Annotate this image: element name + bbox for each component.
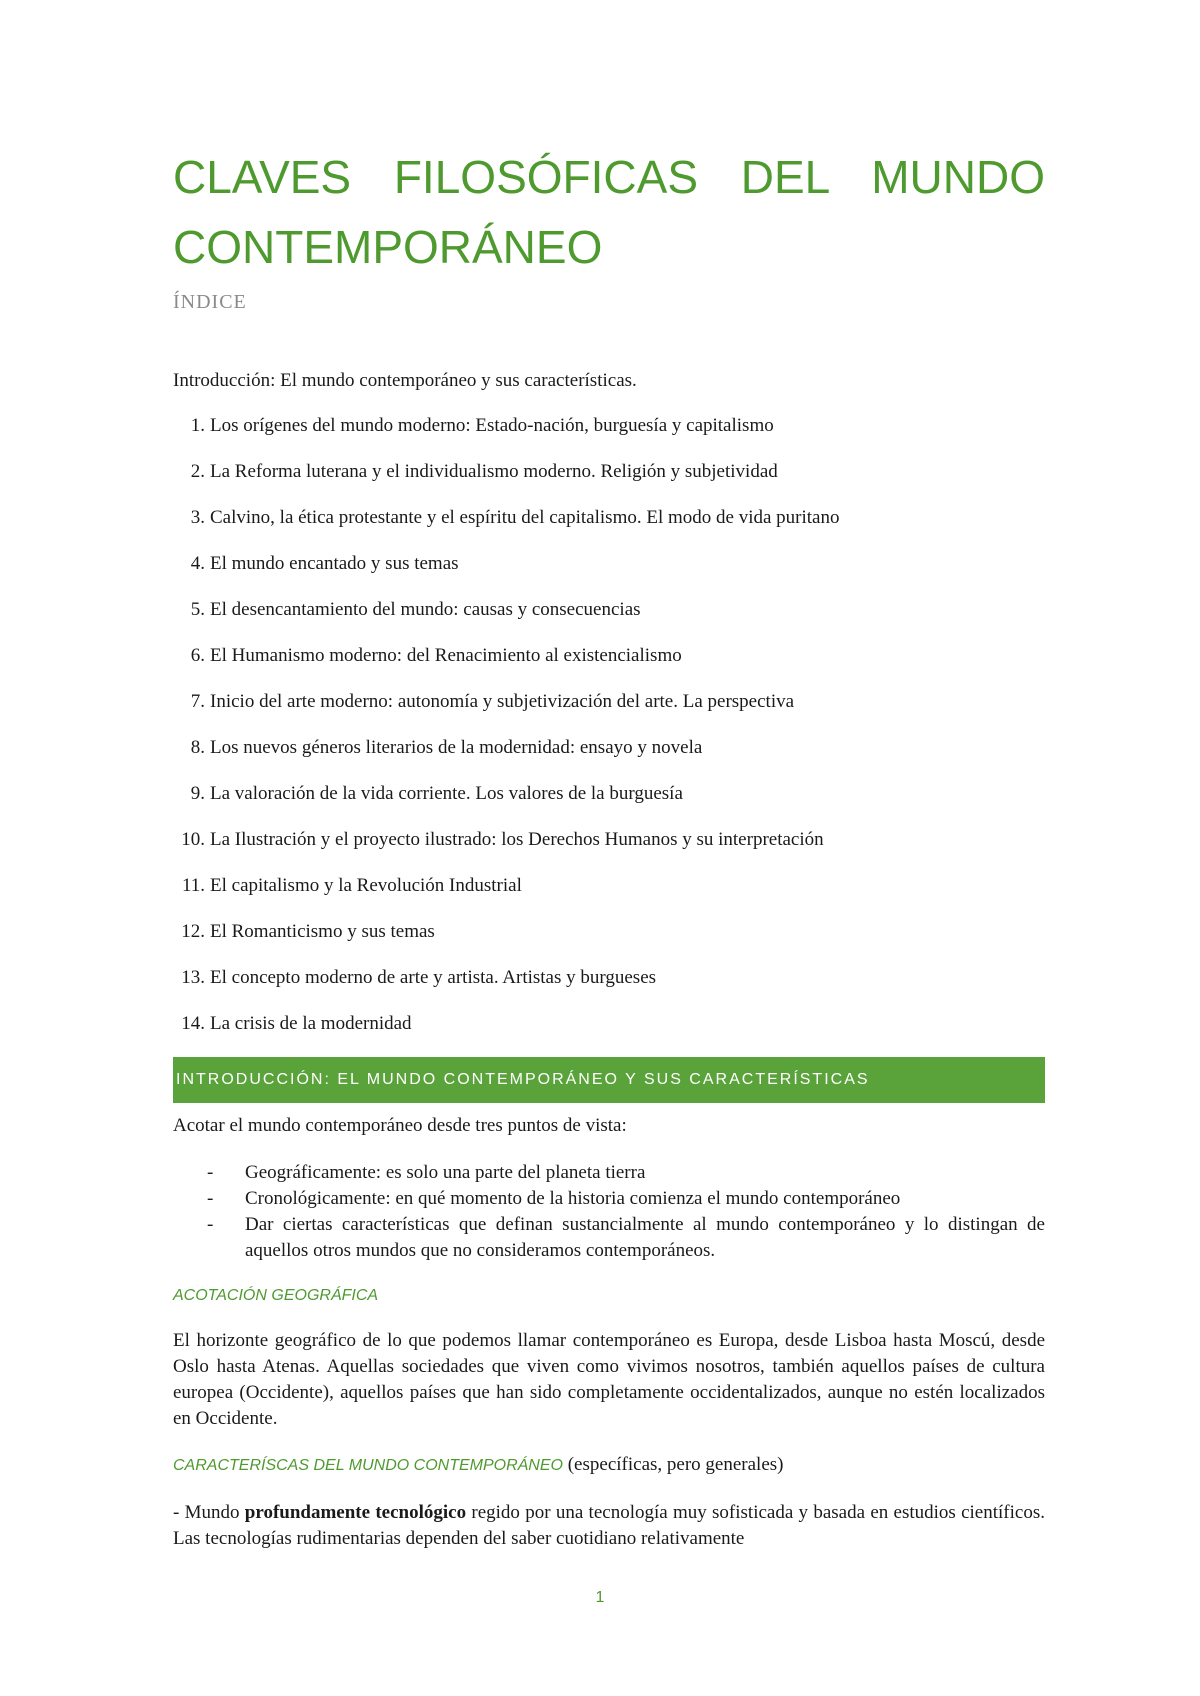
bullet-dash: - bbox=[207, 1188, 214, 1209]
toc-intro: Introducción: El mundo contemporáneo y sus características. bbox=[173, 370, 637, 391]
toc-item-text: La valoración de la vida corriente. Los valores de la burguesía bbox=[210, 783, 683, 804]
toc-item-text: Calvino, la ética protestante y el espíritu del capitalismo. El modo de vida puritano bbox=[210, 507, 840, 528]
toc-item-text: Los orígenes del mundo moderno: Estado-nación, burguesía y capitalismo bbox=[210, 415, 774, 436]
bullet-item bbox=[173, 1212, 1045, 1264]
toc-item-text: La crisis de la modernidad bbox=[210, 1013, 412, 1034]
toc-item-number: 9. bbox=[190, 783, 205, 804]
toc-item-number: 12. bbox=[181, 921, 205, 942]
toc-item bbox=[173, 828, 839, 874]
toc-item-number: 6. bbox=[190, 645, 205, 666]
toc-item-number: 13. bbox=[181, 967, 205, 988]
bullet-dash: - bbox=[207, 1162, 214, 1183]
subhead-geographic: ACOTACIÓN GEOGRÁFICA bbox=[173, 1287, 379, 1304]
section-heading-text: INTRODUCCIÓN: EL MUNDO CONTEMPORÁNEO Y SUS CARACTERÍSTICAS bbox=[176, 1071, 870, 1088]
toc-item-text: Inicio del arte moderno: autonomía y subjetivización del arte. La perspectiva bbox=[210, 691, 795, 712]
paragraph-geographic: El horizonte geográfico de lo que podemos llamar contemporáneo es Europa, desde Lisboa hasta Moscú, desde Oslo hasta Atenas. Aquellas sociedades que viven como vivimos nosotros, también aquellos países de cultura europea (Occidente), aquellos países que han sido completamente occidentalizados, aunque no estén localizados en Occidente. bbox=[173, 1330, 1045, 1429]
toc-item bbox=[173, 920, 839, 966]
bullet-list bbox=[173, 1160, 1045, 1264]
toc-item-number: 11. bbox=[181, 875, 205, 896]
bullet-item bbox=[173, 1160, 1045, 1186]
index-label: ÍNDICE bbox=[173, 291, 247, 313]
toc-item-number: 7. bbox=[190, 691, 205, 712]
bullet-item bbox=[173, 1186, 1045, 1212]
toc-item-text: El concepto moderno de arte y artista. Artistas y burgueses bbox=[210, 967, 657, 988]
subhead-characteristics-suffix: (específicas, pero generales) bbox=[562, 1454, 784, 1475]
subhead-characteristics: CARACTERÍSCAS DEL MUNDO CONTEMPORÁNEO bbox=[173, 1457, 563, 1474]
toc-item bbox=[173, 506, 839, 552]
bullet-text: Cronológicamente: en qué momento de la historia comienza el mundo contemporáneo bbox=[245, 1188, 901, 1209]
toc-item-number: 5. bbox=[190, 599, 205, 620]
toc-item-number: 4. bbox=[190, 553, 205, 574]
toc-item-text: El Romanticismo y sus temas bbox=[210, 921, 435, 942]
toc-item-text: El mundo encantado y sus temas bbox=[210, 553, 459, 574]
toc-item bbox=[173, 414, 839, 460]
toc-item bbox=[173, 782, 839, 828]
toc-item-text: La Ilustración y el proyecto ilustrado: los Derechos Humanos y su interpretación bbox=[210, 829, 824, 850]
table-of-contents bbox=[173, 414, 839, 1058]
toc-item-text: El capitalismo y la Revolución Industrial bbox=[210, 875, 522, 896]
toc-item bbox=[173, 736, 839, 782]
toc-item-number: 14. bbox=[181, 1013, 205, 1034]
section-heading bbox=[173, 1057, 1045, 1103]
lead-paragraph: Acotar el mundo contemporáneo desde tres puntos de vista: bbox=[173, 1115, 627, 1136]
document-title: CLAVES FILOSÓFICAS DEL MUNDO CONTEMPORÁNEO bbox=[173, 151, 1045, 273]
toc-item bbox=[173, 966, 839, 1012]
paragraph-technology-bold: profundamente tecnológico bbox=[244, 1502, 467, 1523]
toc-item bbox=[173, 1012, 839, 1058]
toc-item bbox=[173, 644, 839, 690]
toc-item-text: El Humanismo moderno: del Renacimiento al existencialismo bbox=[210, 645, 682, 666]
toc-item bbox=[173, 460, 839, 506]
toc-item bbox=[173, 690, 839, 736]
toc-item-number: 1. bbox=[190, 415, 205, 436]
bullet-text: Geográficamente: es solo una parte del planeta tierra bbox=[245, 1162, 646, 1183]
bullet-text: Dar ciertas características que definan sustancialmente al mundo contemporáneo y lo distingan de aquellos otros mundos que no consideramos contemporáneos. bbox=[245, 1214, 1045, 1261]
toc-item-number: 2. bbox=[190, 461, 205, 482]
paragraph-technology-prefix: - Mundo bbox=[173, 1502, 245, 1523]
toc-item-text: La Reforma luterana y el individualismo moderno. Religión y subjetividad bbox=[210, 461, 778, 482]
page-number: 1 bbox=[595, 1589, 605, 1606]
toc-item bbox=[173, 598, 839, 644]
toc-item bbox=[173, 874, 839, 920]
bullet-dash: - bbox=[207, 1214, 214, 1235]
toc-item-text: El desencantamiento del mundo: causas y consecuencias bbox=[210, 599, 641, 620]
toc-item-number: 3. bbox=[190, 507, 205, 528]
subhead-characteristics-line bbox=[173, 1454, 783, 1476]
toc-item-text: Los nuevos géneros literarios de la modernidad: ensayo y novela bbox=[210, 737, 703, 758]
toc-item-number: 10. bbox=[181, 829, 205, 850]
paragraph-technology-rest: regido por una tecnología muy sofisticada y basada en estudios científicos. Las tecnologías rudimentarias dependen del saber cuotidiano relativamente bbox=[173, 1502, 1045, 1549]
paragraph-technology bbox=[173, 1500, 1045, 1552]
toc-item-number: 8. bbox=[190, 737, 205, 758]
toc-item bbox=[173, 552, 839, 598]
